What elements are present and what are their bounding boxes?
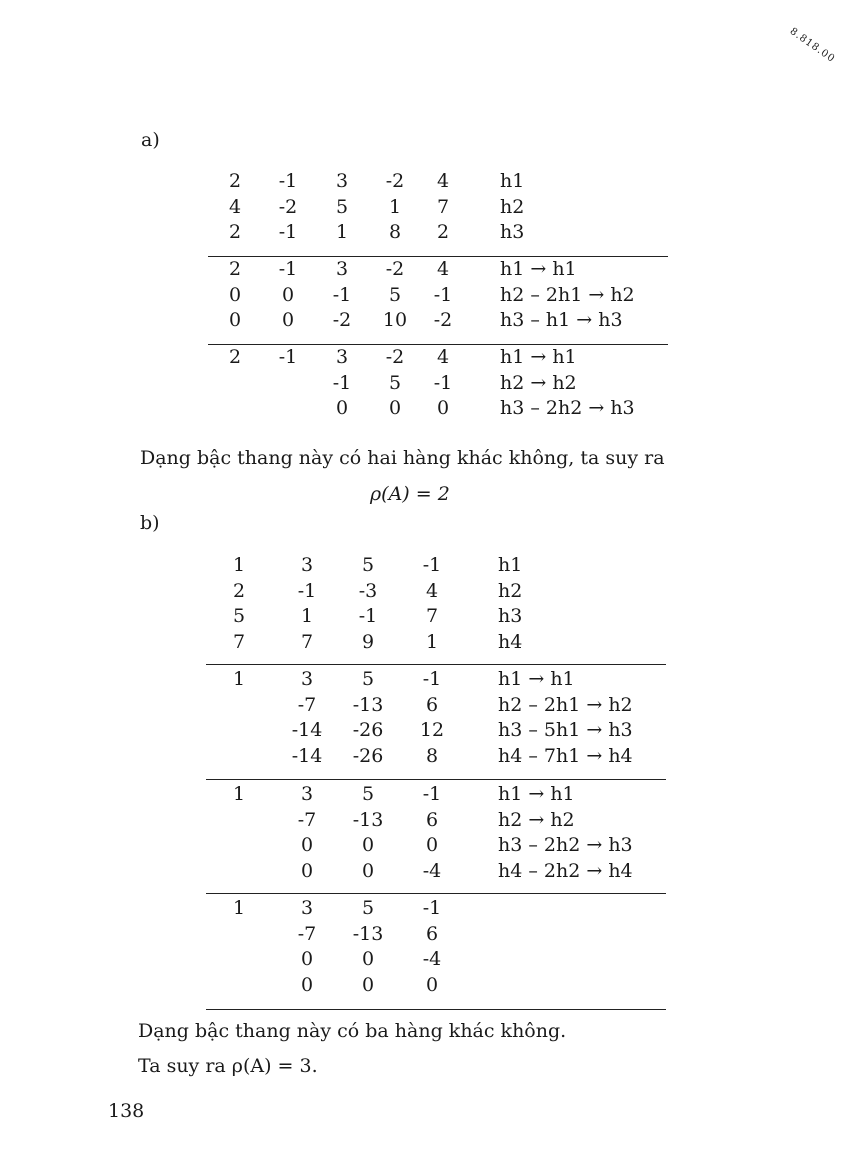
matrix-cell: 1: [232, 668, 246, 690]
row-operation: h4 – 7h1 → h4: [498, 744, 633, 767]
matrix-cell: -3: [358, 579, 378, 602]
matrix-cell: -4: [422, 948, 442, 970]
block-divider: [206, 1009, 666, 1010]
matrix-cell: -13: [352, 808, 384, 831]
matrix-cell: 4: [436, 258, 450, 280]
matrix-cell: 0: [425, 973, 439, 996]
matrix-cell: 5: [361, 897, 375, 919]
matrix-cell: -2: [433, 309, 453, 331]
matrix-cell: 2: [228, 258, 242, 280]
row-operation: h2: [498, 579, 523, 602]
matrix-cell: 0: [300, 973, 314, 996]
matrix-cell: -2: [332, 309, 352, 331]
matrix-cell: -1: [422, 783, 442, 805]
matrix-cell: -14: [291, 744, 323, 767]
matrix-cell: 12: [419, 719, 445, 741]
matrix-cell: -2: [278, 195, 298, 218]
matrix-cell: 1: [232, 897, 246, 919]
matrix-cell: 2: [228, 346, 242, 368]
part-a-label: a): [141, 129, 160, 151]
matrix-cell: 7: [436, 195, 450, 218]
row-operation: h1 → h1: [498, 668, 575, 690]
matrix-cell: 3: [335, 346, 349, 368]
matrix-cell: 4: [228, 195, 242, 218]
part-b-label: b): [140, 512, 160, 534]
matrix-cell: 6: [425, 808, 439, 831]
row-operation: h3 – 2h2 → h3: [498, 834, 633, 856]
matrix-cell: 1: [425, 630, 439, 653]
matrix-cell: 3: [335, 258, 349, 280]
matrix-cell: 3: [300, 554, 314, 576]
matrix-cell: -1: [422, 554, 442, 576]
matrix-cell: -1: [278, 170, 298, 192]
matrix-cell: 0: [335, 397, 349, 419]
matrix-cell: 1: [232, 783, 246, 805]
matrix-cell: 0: [281, 283, 295, 306]
matrix-cell: 0: [436, 397, 450, 419]
row-operation: h3 – h1 → h3: [500, 309, 623, 331]
matrix-cell: 5: [335, 195, 349, 218]
block-divider: [208, 344, 668, 345]
matrix-cell: 7: [425, 605, 439, 627]
matrix-cell: 0: [300, 948, 314, 970]
matrix-cell: -14: [291, 719, 323, 741]
matrix-cell: -7: [297, 922, 317, 945]
matrix-cell: 3: [300, 897, 314, 919]
matrix-cell: 8: [388, 221, 402, 243]
matrix-cell: 1: [388, 195, 402, 218]
matrix-cell: 2: [228, 170, 242, 192]
matrix-cell: 0: [361, 859, 375, 882]
row-operation: h2: [500, 195, 525, 218]
matrix-cell: 4: [436, 346, 450, 368]
row-operation: h4: [498, 630, 523, 653]
matrix-cell: -7: [297, 693, 317, 716]
matrix-cell: 6: [425, 922, 439, 945]
row-operation: h1 → h1: [498, 783, 575, 805]
matrix-cell: -1: [433, 371, 453, 394]
matrix-cell: 0: [300, 859, 314, 882]
row-operation: h1: [498, 554, 523, 576]
matrix-cell: 3: [300, 668, 314, 690]
matrix-cell: -13: [352, 922, 384, 945]
matrix-cell: -1: [332, 371, 352, 394]
row-operation: h3 – 2h2 → h3: [500, 397, 635, 419]
matrix-cell: 3: [300, 783, 314, 805]
part-a-rank: ρ(A) = 2: [370, 483, 450, 505]
matrix-cell: 0: [228, 283, 242, 306]
row-operation: h2 – 2h1 → h2: [498, 693, 633, 716]
matrix-cell: 1: [232, 554, 246, 576]
part-b-conclusion: Dạng bậc thang này có ba hàng khác không.: [138, 1020, 567, 1042]
matrix-cell: -1: [278, 258, 298, 280]
matrix-cell: -1: [422, 897, 442, 919]
matrix-cell: 4: [425, 579, 439, 602]
matrix-cell: 3: [335, 170, 349, 192]
matrix-cell: 5: [361, 783, 375, 805]
page-number: 138: [108, 1100, 145, 1122]
matrix-cell: 2: [232, 579, 246, 602]
matrix-cell: 5: [388, 371, 402, 394]
row-operation: h2 → h2: [500, 371, 577, 394]
matrix-cell: -7: [297, 808, 317, 831]
part-b-rank-sentence: Ta suy ra ρ(A) = 3.: [138, 1055, 318, 1077]
block-divider: [206, 664, 666, 665]
row-operation: h3 – 5h1 → h3: [498, 719, 633, 741]
matrix-cell: -2: [385, 170, 405, 192]
matrix-cell: 8: [425, 744, 439, 767]
row-operation: h1 → h1: [500, 258, 577, 280]
matrix-cell: 7: [232, 630, 246, 653]
block-divider: [206, 893, 666, 894]
matrix-cell: 0: [228, 309, 242, 331]
block-divider: [206, 779, 666, 780]
matrix-cell: 0: [388, 397, 402, 419]
matrix-cell: 6: [425, 693, 439, 716]
matrix-cell: -1: [278, 346, 298, 368]
matrix-cell: 0: [361, 834, 375, 856]
block-divider: [208, 256, 668, 257]
matrix-cell: -26: [352, 719, 384, 741]
matrix-cell: 5: [388, 283, 402, 306]
matrix-cell: 4: [436, 170, 450, 192]
matrix-cell: 5: [361, 554, 375, 576]
matrix-cell: 5: [361, 668, 375, 690]
matrix-cell: 0: [425, 834, 439, 856]
row-operation: h1 → h1: [500, 346, 577, 368]
matrix-cell: -1: [332, 283, 352, 306]
row-operation: h1: [500, 170, 525, 192]
matrix-cell: 1: [335, 221, 349, 243]
matrix-cell: 5: [232, 605, 246, 627]
matrix-cell: 9: [361, 630, 375, 653]
matrix-cell: 10: [382, 309, 408, 331]
matrix-cell: 0: [300, 834, 314, 856]
part-a-conclusion: Dạng bậc thang này có hai hàng khác không, ta suy ra: [140, 447, 665, 469]
matrix-cell: -2: [385, 346, 405, 368]
matrix-cell: -26: [352, 744, 384, 767]
matrix-cell: 0: [361, 973, 375, 996]
matrix-cell: 0: [361, 948, 375, 970]
matrix-cell: 0: [281, 309, 295, 331]
matrix-cell: -1: [297, 579, 317, 602]
matrix-cell: -2: [385, 258, 405, 280]
row-operation: h4 – 2h2 → h4: [498, 859, 633, 882]
matrix-cell: -1: [358, 605, 378, 627]
matrix-cell: -1: [433, 283, 453, 306]
row-operation: h3: [498, 605, 523, 627]
row-operation: h2 → h2: [498, 808, 575, 831]
matrix-cell: -4: [422, 859, 442, 882]
row-operation: h3: [500, 221, 525, 243]
matrix-cell: -1: [422, 668, 442, 690]
corner-mark: 8.818.00: [787, 25, 837, 66]
matrix-cell: 2: [228, 221, 242, 243]
matrix-cell: -13: [352, 693, 384, 716]
matrix-cell: 1: [300, 605, 314, 627]
matrix-cell: -1: [278, 221, 298, 243]
row-operation: h2 – 2h1 → h2: [500, 283, 635, 306]
matrix-cell: 7: [300, 630, 314, 653]
matrix-cell: 2: [436, 221, 450, 243]
